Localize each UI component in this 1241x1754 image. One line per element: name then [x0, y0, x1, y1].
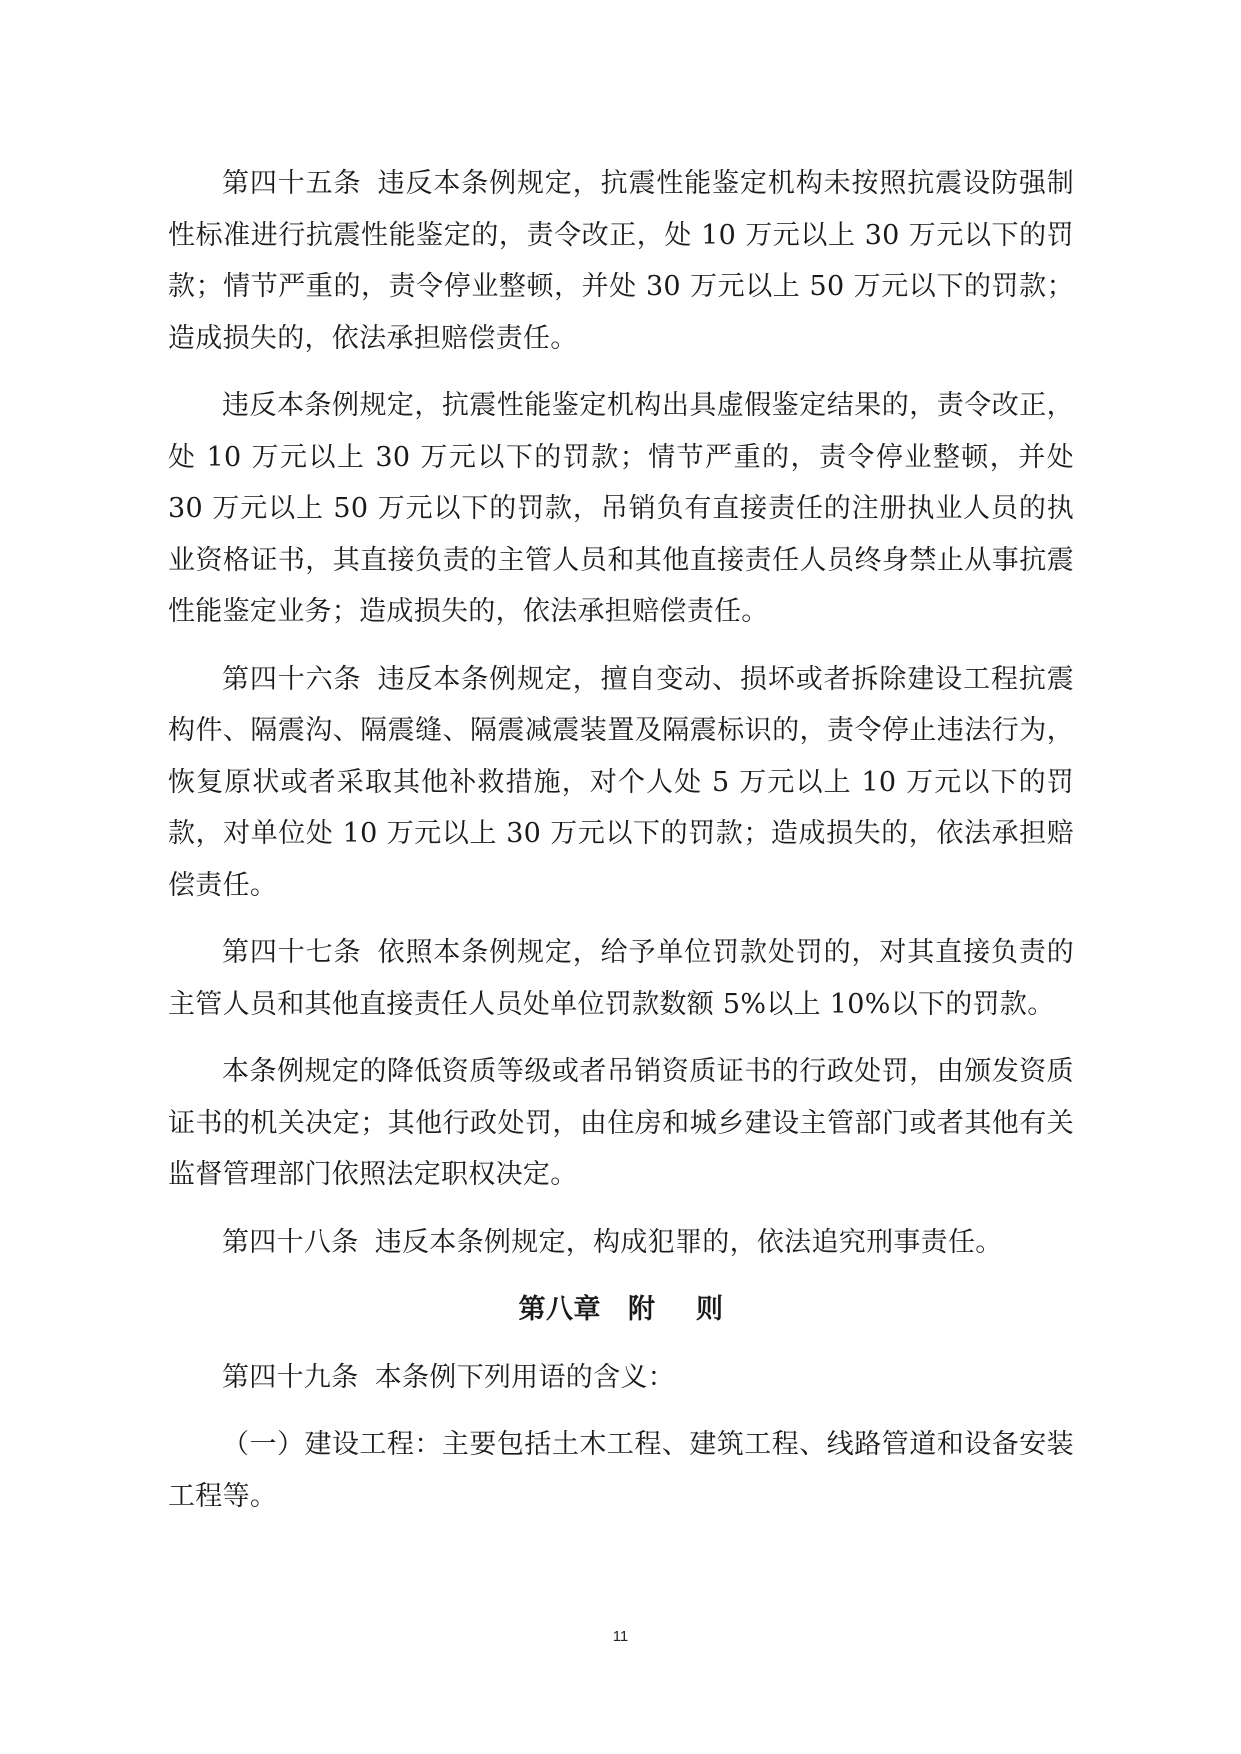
article-number: 第四十六条: [222, 663, 362, 695]
article-48-paragraph: [168, 1217, 1074, 1269]
page-number: 11: [612, 1628, 629, 1645]
article-number: 第四十七条: [222, 937, 362, 968]
definition-item-1: [168, 1419, 1074, 1522]
paragraph-text: 违反本条例规定，抗震性能鉴定机构出具虚假鉴定结果的，责令改正，处 10 万元以上 30 万元以下的罚款；情节严重的，责令停业整顿，并处 30 万元以上 50 万元以下的罚款，吊销负有直接责任的注册执业人员的执业资格证书，其直接负责的主管人员和其他直接责任人员终身禁止从事抗震性能鉴定业务；造成损失的，依法承担赔偿责任。: [168, 390, 1074, 627]
article-49-paragraph: [168, 1352, 1074, 1404]
article-text: 违反本条例规定，构成犯罪的，依法追究刑事责任。: [374, 1226, 1003, 1258]
article-text: 本条例下列用语的含义：: [374, 1361, 675, 1393]
article-47-paragraph-2: [168, 1046, 1074, 1201]
article-text: 违反本条例规定，擅自变动、损坏或者拆除建设工程抗震构件、隔震沟、隔震缝、隔震减震装置及隔震标识的，责令停止违法行为，恢复原状或者采取其他补救措施，对个人处 5 万元以上 10 万元以下的罚款，对单位处 10 万元以上 30 万元以下的罚款；造成损失的，依法承担赔偿责任。: [168, 663, 1075, 901]
article-text: 依照本条例规定，给予单位罚款处罚的，对其直接负责的主管人员和其他直接责任人员处单位罚款数额 5%以上 10%以下的罚款。: [168, 937, 1075, 1020]
article-text: 违反本条例规定，抗震性能鉴定机构未按照抗震设防强制性标准进行抗震性能鉴定的，责令改正，处 10 万元以上 30 万元以下的罚款；情节严重的，责令停业整顿，并处 30 万元以上 50 万元以下的罚款；造成损失的，依法承担赔偿责任。: [168, 168, 1075, 354]
chapter-heading: [168, 1284, 1074, 1336]
article-45-paragraph-2: [168, 380, 1074, 638]
definition-text: （一）建设工程：主要包括土木工程、建筑工程、线路管道和设备安装工程等。: [168, 1429, 1074, 1512]
chapter-title-part1: 附: [628, 1294, 656, 1325]
article-number: 第四十九条: [222, 1361, 359, 1393]
article-45-paragraph: [168, 158, 1074, 364]
chapter-number: 第八章: [518, 1294, 601, 1325]
body-text: [168, 158, 1074, 1538]
paragraph-text: 本条例规定的降低资质等级或者吊销资质证书的行政处罚，由颁发资质证书的机关决定；其他行政处罚，由住房和城乡建设主管部门或者其他有关监督管理部门依照法定职权决定。: [168, 1056, 1074, 1190]
article-number: 第四十五条: [222, 168, 362, 199]
article-47-paragraph: [168, 927, 1074, 1030]
article-number: 第四十八条: [222, 1226, 359, 1258]
chapter-title-part2: 则: [696, 1294, 724, 1325]
article-46-paragraph: [168, 654, 1074, 912]
